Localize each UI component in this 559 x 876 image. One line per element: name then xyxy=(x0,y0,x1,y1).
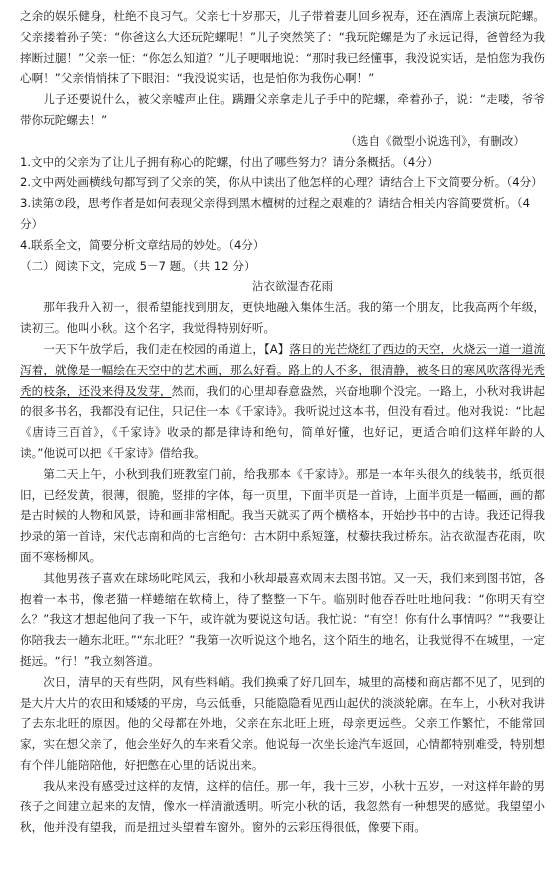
underlined-passage-a: 落日的光芒烧红了西边的天空，火烧云一道一道流泻着，就像是一幅绘在天空中的艺术画，那么好看。路上的人不多，很清静，被冬日的寒风吹落得光秃秃的枝条，还没来得及发芽， xyxy=(20,341,545,398)
story2-p2-lead: 一天下午放学后，我们走在校园的甬道上，【A】 xyxy=(43,341,290,356)
story1-source: （选自《微型小说选刊》，有删改） xyxy=(345,133,525,148)
question-3: 3.读第⑦段，思考作者是如何表现父亲得到黑木檀树的过程之艰难的？请结合相关内容简要赏析。（4分） xyxy=(20,196,530,231)
question-1: 1.文中的父亲为了让儿子拥有称心的陀螺，付出了哪些努力？请分条概括。（4分） xyxy=(20,154,439,169)
story2-paragraph-6: 我从来没有感受过这样的友情，这样的信任。那一年，我十三岁，小秋十五岁，一对这样年龄的男孩子之间建立起来的友情，像水一样清澈透明。听完小秋的话，我忽然有一种想哭的感觉。我望望小秋，他并没有望我，而是扭过头望着车窗外。窗外的云彩压得很低，像要下雨。 xyxy=(20,778,545,835)
story1-last-paragraph xyxy=(20,89,545,131)
question-2: 2.文中两处画横线句都写到了父亲的笑，你从中读出了他怎样的心理？请结合上下文简要分析。（4分） xyxy=(20,175,543,190)
article-title: 沾衣欲湿杏花雨 xyxy=(251,279,334,294)
question-4: 4.联系全文，简要分析文章结局的妙处。（4分） xyxy=(20,237,265,252)
story1-last-part-b: 蹒跚父亲拿走儿子手中的陀螺，牵着孙子，说：“走喽，爷爷带你玩陀螺去！” xyxy=(20,92,545,127)
questions-section-1 xyxy=(20,152,545,256)
story2-paragraph-3: 第二天上午，小秋到我们班教室门前，给我那本《千家诗》。那是一本年头很久的线装书，纸页很旧，已经发黄，很薄，很脆，竖排的字体，每一页里，下面半页是一首诗，上面半页是一幅画，画的都是古时候的人物和风景，诗和画非常相配。我当天就买了两个横格本，开始抄书中的古诗。我还记得我抄录的第一首诗，宋代志南和尚的七言绝句：古木阴中系短篷，杖藜扶我过桥东。沾衣欲湿杏花雨，吹面不寒杨柳风。 xyxy=(20,466,545,564)
story1-last-part-a: 儿子还要说什么，被父亲嘘声止住。 xyxy=(43,92,233,107)
story2-paragraph-4: 其他男孩子喜欢在球场叱咤风云，我和小秋却最喜欢周末去图书馆。又一天，我们来到图书馆，各抱着一本书，像老猫一样蜷缩在软椅上，待了整整一下午。临别时他吞吞吐吐地问我：“你明天有空么？”我这才想起他问了我一下午，或许就为要说这句话。我忙说：“有空！你有什么事情吗？”“我要让你陪我去一趟东北旺。”“东北旺？”我第一次听说这个地名，这个陌生的地名，让我觉得不在城里，一定挺远。“行！”我立刻答道。 xyxy=(20,570,545,668)
section2-heading: （二）阅读下文，完成 5－7 题。（共 12 分） xyxy=(20,258,256,273)
story1-paragraph-tail: 之余的娱乐健身，杜绝不良习气。父亲七十岁那天，儿子带着妻儿回乡祝寿，还在酒席上表演玩陀螺。父亲搂着孙子笑：“你爸这么大还玩陀螺呢！”儿子突然笑了：“我玩陀螺是为了永远记得，爸曾经为我摔断过腿！”父亲一怔：“你怎么知道？”儿子哽咽地说：“那时我已经懂事，我没说实话，是怕您为我伤心啊！”父亲悄悄抹了下眼泪：“我没说实话，也是怕你为我伤心啊！” xyxy=(20,9,545,86)
story2-paragraph-5: 次日，清早的天有些阴，风有些料峭。我们换乘了好几回车，城里的高楼和商店都不见了，见到的是大片大片的农田和矮矮的平房，乌云低垂，只能隐隐看见西山起伏的淡淡轮廓。在车上，小秋对我讲了去东北旺的原因。他的父母都在外地，父亲在东北旺上班，母亲更远些。父亲工作繁忙，不能常回家，实在想父亲了，他会坐好久的车来看父亲。他说每一次坐长途汽车返回，心情都特别难受，特别想有个伴儿能陪陪他，好把憋在心里的话说出来。 xyxy=(20,674,545,772)
story2-p2-rest: 然而，我们的心里却春意盎然，兴奋地聊个没完。一路上，小秋对我讲起的很多书名，我都没有记住，只记住一本《千家诗》。我听说过这本书，但没有看过。他对我说：“比起《唐诗三百首》，《千家诗》收录的都是律诗和绝句，简单好懂，也好记，更适合咱们这样年龄的人读。”他说可以把《千家诗》借给我。 xyxy=(20,383,545,460)
story2-paragraph-1: 那年我升入初一，很希望能找到朋友，更快地融入集体生活。我的第一个朋友，比我高两个年级，读初三。他叫小秋。这个名字，我觉得特别好听。 xyxy=(20,300,545,336)
story2-paragraph-2 xyxy=(20,339,545,464)
